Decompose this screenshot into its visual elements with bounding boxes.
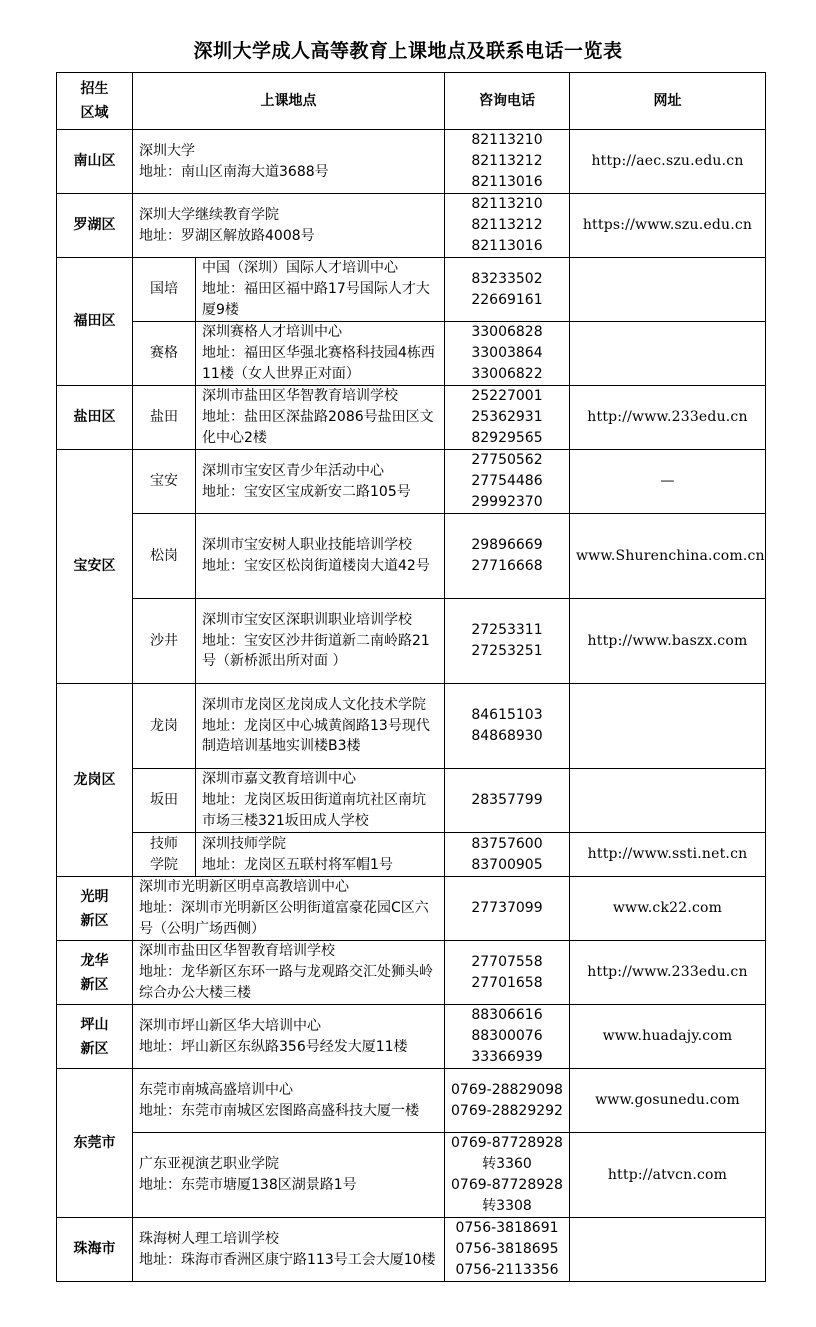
location-cell bbox=[133, 877, 445, 941]
location-cell bbox=[196, 833, 445, 877]
phone-cell bbox=[445, 386, 570, 450]
website-cell: — bbox=[570, 450, 766, 514]
phone-cell bbox=[445, 450, 570, 514]
phone-number: 33006822 bbox=[471, 365, 543, 382]
phone-number: 27737099 bbox=[471, 900, 543, 917]
location-address: 地址：罗湖区解放路4008号 bbox=[139, 227, 315, 244]
phone-number: 25227001 bbox=[471, 388, 543, 405]
phone-cell bbox=[445, 599, 570, 684]
region-cell: 龙华新区 bbox=[57, 941, 133, 1005]
region-cell: 罗湖区 bbox=[57, 194, 133, 258]
website-link[interactable]: http://www.ssti.net.cn bbox=[570, 833, 766, 877]
location-address: 地址：宝安区松岗街道楼岗大道42号 bbox=[202, 558, 430, 574]
region-cell: 东莞市 bbox=[57, 1069, 133, 1218]
table-row bbox=[57, 194, 766, 258]
website-link[interactable] bbox=[570, 322, 766, 386]
location-cell bbox=[196, 599, 445, 684]
location-cell bbox=[133, 130, 445, 194]
location-address: 地址：南山区南海大道3688号 bbox=[139, 163, 329, 180]
contact-table bbox=[56, 72, 766, 1282]
location-cell bbox=[196, 769, 445, 833]
website-link[interactable] bbox=[570, 684, 766, 769]
table-row bbox=[57, 684, 766, 769]
phone-cell bbox=[445, 941, 570, 1005]
location-cell bbox=[133, 941, 445, 1005]
region-cell: 福田区 bbox=[57, 258, 133, 386]
phone-number: 82929565 bbox=[471, 429, 543, 446]
table-row bbox=[57, 599, 766, 684]
phone-cell bbox=[445, 1069, 570, 1133]
table-row bbox=[57, 258, 766, 322]
phone-cell bbox=[445, 769, 570, 833]
phone-number: 0769-28829292 bbox=[451, 1102, 563, 1119]
phone-number: 83700905 bbox=[471, 856, 543, 873]
phone-cell bbox=[445, 258, 570, 322]
phone-number: 27707558 bbox=[471, 953, 543, 970]
sub-region-cell: 龙岗 bbox=[133, 684, 196, 769]
website-link[interactable]: http://www.baszx.com bbox=[570, 599, 766, 684]
location-name: 东莞市南城高盛培训中心 bbox=[139, 1081, 293, 1098]
location-address: 地址：宝安区宝成新安二路105号 bbox=[202, 483, 411, 500]
phone-cell bbox=[445, 514, 570, 599]
table-row bbox=[57, 1005, 766, 1069]
phone-number: 83757600 bbox=[471, 835, 543, 852]
location-name: 广东亚视演艺职业学院 bbox=[139, 1156, 279, 1173]
phone-number: 0756-2113356 bbox=[455, 1261, 559, 1278]
location-cell bbox=[196, 258, 445, 322]
sub-region-cell: 国培 bbox=[133, 258, 196, 322]
location-name: 深圳市盐田区华智教育培训学校 bbox=[202, 388, 398, 405]
website-link[interactable]: www.ck22.com bbox=[570, 877, 766, 941]
location-address: 地址：盐田区深盐路2086号盐田区文化中心2楼 bbox=[202, 409, 434, 446]
header-region: 招生区域 bbox=[57, 73, 133, 130]
location-name: 深圳大学继续教育学院 bbox=[139, 206, 279, 223]
location-name: 深圳市龙岗区龙岗成人文化技术学院 bbox=[202, 696, 426, 713]
phone-number: 33366939 bbox=[471, 1048, 543, 1065]
table-row bbox=[57, 833, 766, 877]
location-name: 深圳市光明新区明卓高教培训中心 bbox=[139, 879, 349, 896]
location-address: 地址：东莞市塘厦138区湖景路1号 bbox=[139, 1177, 357, 1193]
phone-number: 0769-28829098 bbox=[451, 1081, 563, 1098]
location-cell bbox=[196, 450, 445, 514]
website-link[interactable]: www.Shurenchina.com.cn bbox=[570, 514, 766, 599]
phone-number: 27253311 bbox=[471, 622, 543, 639]
phone-cell bbox=[445, 1133, 570, 1218]
table-row bbox=[57, 386, 766, 450]
table-row bbox=[57, 1133, 766, 1218]
website-link[interactable]: www.huadajy.com bbox=[570, 1005, 766, 1069]
location-name: 深圳市盐田区华智教育培训学校 bbox=[139, 943, 335, 960]
phone-number: 27253251 bbox=[471, 643, 543, 659]
location-name: 深圳市宝安区深职训职业培训学校 bbox=[202, 611, 412, 628]
phone-cell bbox=[445, 1218, 570, 1282]
website-link[interactable]: www.gosunedu.com bbox=[570, 1069, 766, 1133]
table-row bbox=[57, 941, 766, 1005]
sub-region-cell: 松岗 bbox=[133, 514, 196, 599]
table-row bbox=[57, 1069, 766, 1133]
region-cell: 宝安区 bbox=[57, 450, 133, 684]
sub-region-cell: 宝安 bbox=[133, 450, 196, 514]
location-name: 珠海树人理工培训学校 bbox=[139, 1230, 279, 1247]
location-address: 地址：龙岗区中心城黄阁路13号现代制造培训基地实训楼B3楼 bbox=[202, 717, 430, 755]
phone-cell bbox=[445, 833, 570, 877]
header-location: 上课地点 bbox=[133, 73, 445, 130]
phone-number: 29992370 bbox=[471, 493, 543, 510]
phone-number: 27754486 bbox=[471, 473, 543, 490]
phone-number: 82113016 bbox=[471, 173, 543, 190]
website-link[interactable] bbox=[570, 1218, 766, 1282]
region-cell: 南山区 bbox=[57, 130, 133, 194]
website-link[interactable]: https://www.szu.edu.cn bbox=[570, 194, 766, 258]
phone-number: 27750562 bbox=[471, 452, 543, 469]
phone-number: 27716668 bbox=[471, 558, 543, 574]
location-address: 地址：坪山新区东纵路356号经发大厦11楼 bbox=[139, 1038, 408, 1055]
region-cell: 龙岗区 bbox=[57, 684, 133, 877]
phone-number: 33003864 bbox=[471, 345, 543, 362]
table-header-row bbox=[57, 73, 766, 130]
phone-number: 82113212 bbox=[471, 217, 543, 234]
sub-region-cell: 技师学院 bbox=[133, 833, 196, 877]
website-link[interactable]: http://www.233edu.cn bbox=[570, 941, 766, 1005]
phone-number: 82113212 bbox=[471, 153, 543, 170]
phone-cell bbox=[445, 1005, 570, 1069]
location-cell bbox=[133, 1218, 445, 1282]
page-title: 深圳大学成人高等教育上课地点及联系电话一览表 bbox=[193, 40, 623, 62]
phone-number: 22669161 bbox=[471, 291, 543, 308]
location-name: 深圳赛格人才培训中心 bbox=[202, 324, 342, 341]
website-link[interactable]: http://atvcn.com bbox=[570, 1133, 766, 1218]
phone-cell bbox=[445, 877, 570, 941]
phone-cell bbox=[445, 684, 570, 769]
phone-number: 82113016 bbox=[471, 237, 543, 254]
phone-number: 29896669 bbox=[471, 537, 543, 554]
region-cell: 坪山新区 bbox=[57, 1005, 133, 1069]
phone-number: 82113210 bbox=[471, 196, 543, 213]
table-row bbox=[57, 514, 766, 599]
website-link[interactable]: http://www.233edu.cn bbox=[570, 386, 766, 450]
table-row bbox=[57, 877, 766, 941]
location-address: 地址：珠海市香洲区康宁路113号工会大厦10楼 bbox=[139, 1251, 436, 1268]
phone-cell bbox=[445, 130, 570, 194]
phone-extension: 转3360 bbox=[482, 1156, 532, 1173]
location-cell bbox=[196, 322, 445, 386]
location-address: 地址：深圳市光明新区公明街道富豪花园C区六号（公明广场西侧） bbox=[139, 900, 429, 937]
location-address: 地址：福田区福中路17号国际人才大厦9楼 bbox=[202, 281, 430, 318]
location-cell bbox=[133, 194, 445, 258]
location-address: 地址：东莞市南城区宏图路高盛科技大厦一楼 bbox=[139, 1102, 419, 1119]
phone-number: 33006828 bbox=[471, 324, 543, 341]
phone-number: 88300076 bbox=[471, 1028, 543, 1045]
phone-number: 0769-87728928 bbox=[451, 1177, 563, 1193]
location-cell bbox=[196, 514, 445, 599]
phone-extension: 转3308 bbox=[482, 1197, 532, 1214]
location-cell bbox=[196, 386, 445, 450]
phone-number: 0756-3818695 bbox=[455, 1241, 559, 1258]
sub-region-cell: 坂田 bbox=[133, 769, 196, 833]
location-name: 深圳大学 bbox=[139, 142, 195, 159]
phone-number: 84868930 bbox=[471, 728, 543, 744]
sub-region-cell: 沙井 bbox=[133, 599, 196, 684]
table-row bbox=[57, 322, 766, 386]
location-address: 地址：龙华新区东环一路与龙观路交汇处狮头岭综合办公大楼三楼 bbox=[139, 964, 433, 1001]
phone-number: 0769-87728928 bbox=[451, 1135, 563, 1152]
location-cell bbox=[133, 1133, 445, 1218]
sub-region-cell: 盐田 bbox=[133, 386, 196, 450]
location-name: 深圳市嘉文教育培训中心 bbox=[202, 771, 356, 788]
location-name: 深圳市宝安树人职业技能培训学校 bbox=[202, 537, 412, 554]
sub-region-cell: 赛格 bbox=[133, 322, 196, 386]
header-phone: 咨询电话 bbox=[445, 73, 570, 130]
header-website: 网址 bbox=[570, 73, 766, 130]
table-row bbox=[57, 130, 766, 194]
website-link[interactable] bbox=[570, 258, 766, 322]
location-address: 地址：福田区华强北赛格科技园4栋西11楼（女人世界正对面） bbox=[202, 345, 435, 382]
region-cell: 珠海市 bbox=[57, 1218, 133, 1282]
table-row bbox=[57, 1218, 766, 1282]
phone-cell bbox=[445, 194, 570, 258]
table-row bbox=[57, 769, 766, 833]
location-name: 深圳市坪山新区华大培训中心 bbox=[139, 1017, 321, 1034]
region-cell: 光明新区 bbox=[57, 877, 133, 941]
location-name: 深圳技师学院 bbox=[202, 835, 286, 852]
region-cell: 盐田区 bbox=[57, 386, 133, 450]
location-cell bbox=[133, 1069, 445, 1133]
phone-number: 27701658 bbox=[471, 974, 543, 991]
table-row bbox=[57, 450, 766, 514]
location-address: 地址：龙岗区坂田街道南坑社区南坑市场三楼321坂田成人学校 bbox=[202, 792, 426, 829]
location-name: 中国（深圳）国际人才培训中心 bbox=[202, 260, 398, 277]
location-cell bbox=[133, 1005, 445, 1069]
location-address: 地址：宝安区沙井街道新二南岭路21号（新桥派出所对面 ） bbox=[202, 632, 430, 670]
phone-number: 28357799 bbox=[471, 792, 543, 809]
phone-number: 82113210 bbox=[471, 132, 543, 149]
website-link[interactable] bbox=[570, 769, 766, 833]
location-cell bbox=[196, 684, 445, 769]
phone-number: 83233502 bbox=[471, 270, 543, 287]
phone-number: 84615103 bbox=[471, 707, 543, 724]
phone-number: 25362931 bbox=[471, 409, 543, 426]
website-link[interactable]: http://aec.szu.edu.cn bbox=[570, 130, 766, 194]
phone-number: 88306616 bbox=[471, 1007, 543, 1024]
phone-cell bbox=[445, 322, 570, 386]
phone-number: 0756-3818691 bbox=[455, 1220, 559, 1237]
location-name: 深圳市宝安区青少年活动中心 bbox=[202, 462, 384, 479]
location-address: 地址：龙岗区五联村将军帽1号 bbox=[202, 856, 393, 873]
